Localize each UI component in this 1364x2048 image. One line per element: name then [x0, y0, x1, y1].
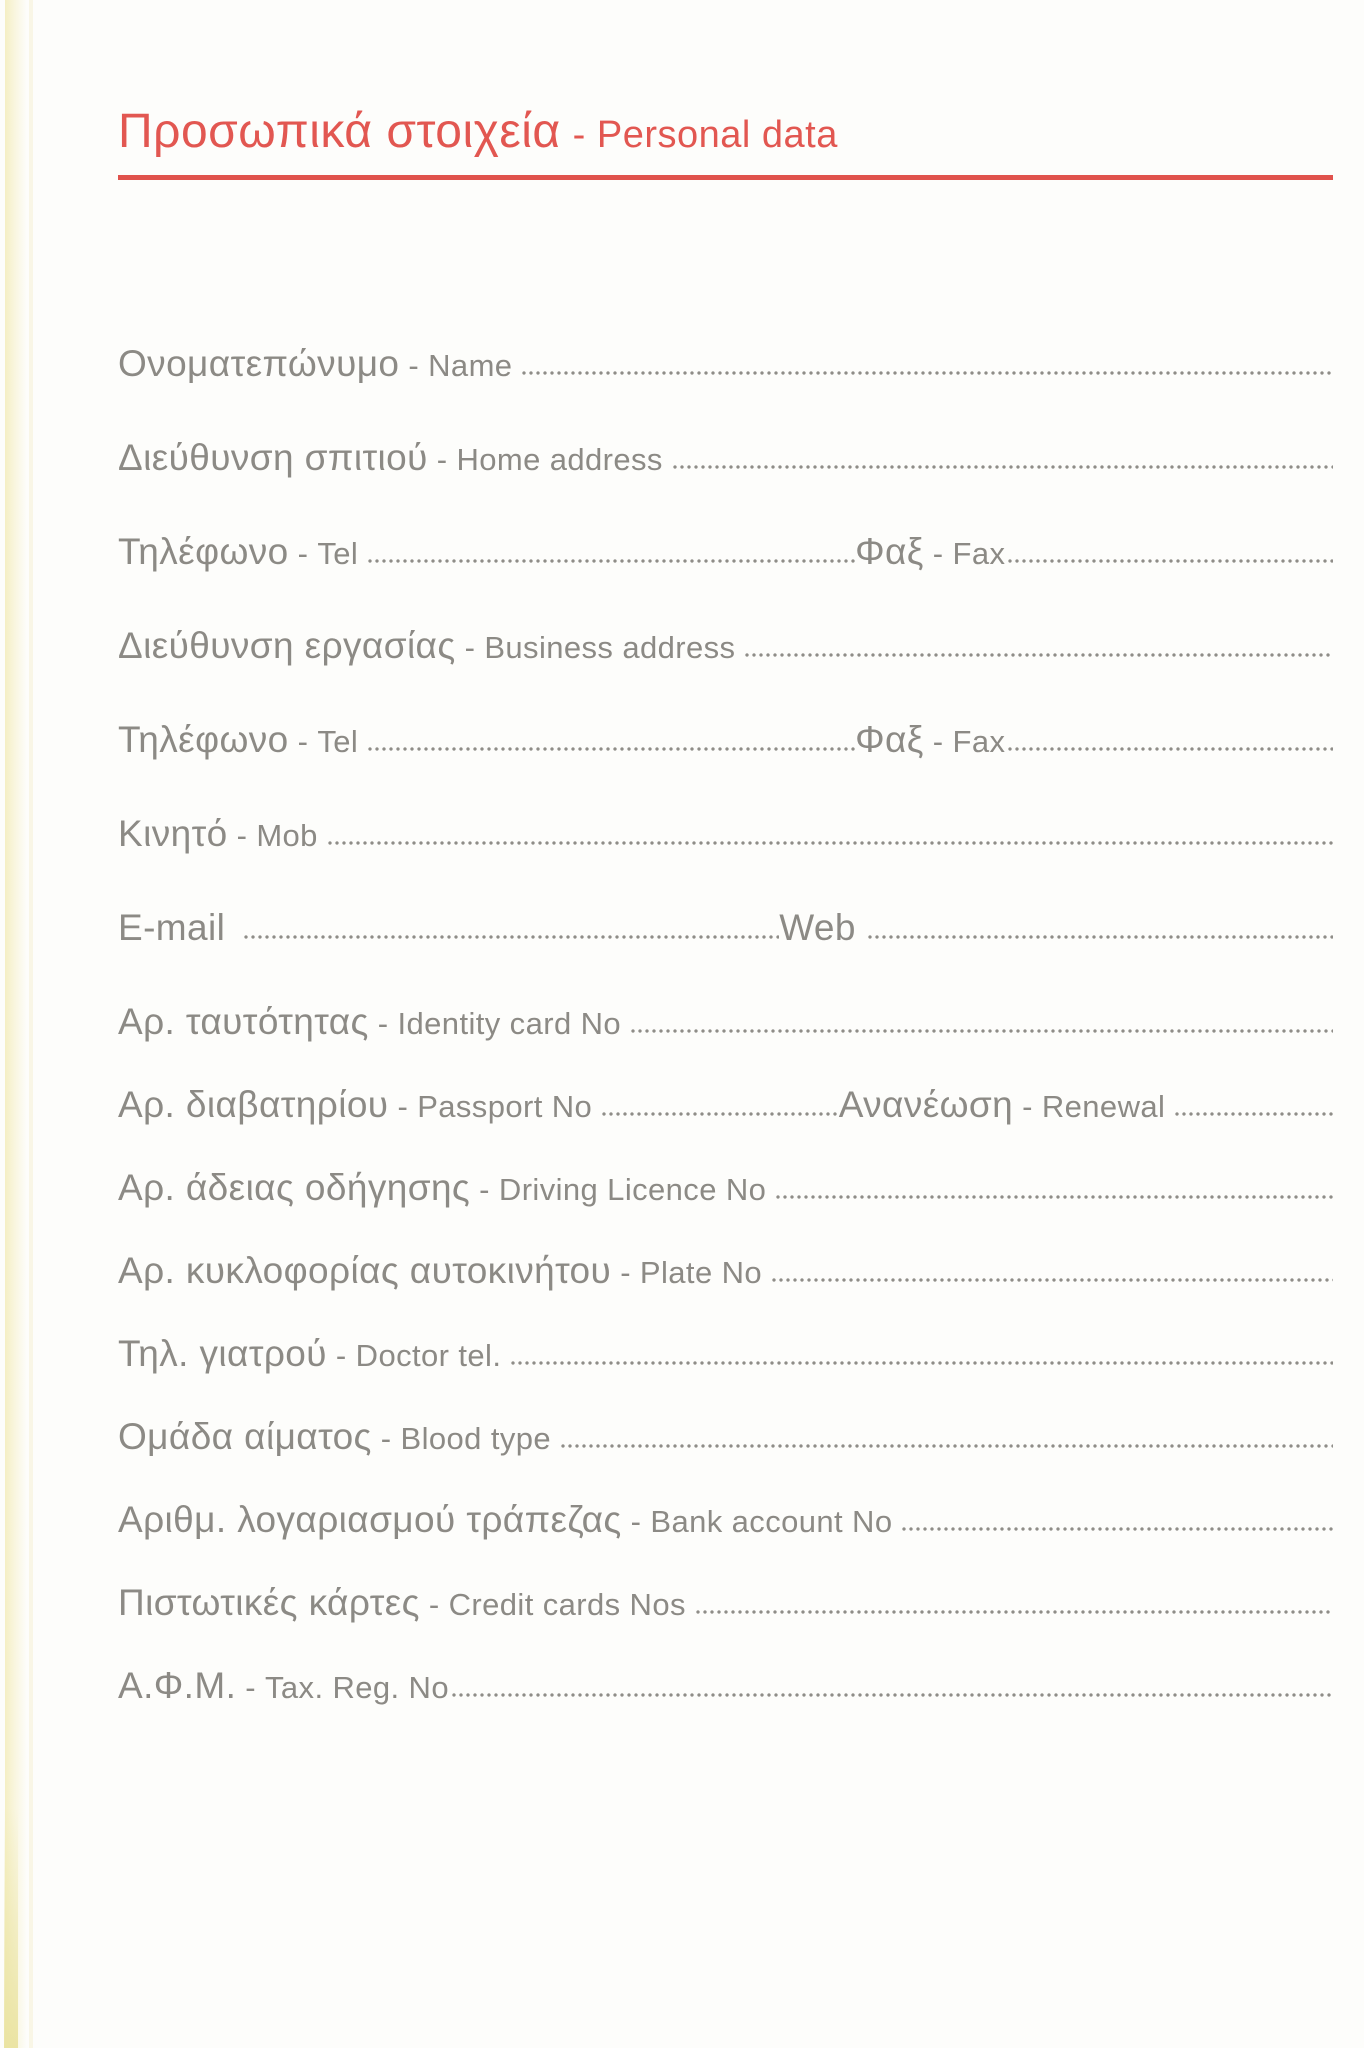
dotted-fill-line	[1175, 1112, 1333, 1116]
field-label-greek: Τηλέφωνο	[118, 718, 289, 760]
field-label-greek: Αρ. άδειας οδήγησης	[118, 1166, 471, 1208]
form-row-bank-account	[118, 1457, 1333, 1540]
field-label-english: - Home address	[436, 441, 663, 477]
field-label	[839, 1084, 1166, 1125]
dotted-fill-line	[631, 1029, 1333, 1033]
field-label-english: - Tel	[297, 535, 359, 571]
field-label	[118, 625, 735, 666]
field-label-greek: Φαξ	[855, 718, 924, 760]
field-label-english: - Business address	[464, 629, 736, 665]
field-label-greek: Τηλ. γιατρού	[118, 1332, 327, 1374]
form-row-tel-fax-home	[118, 478, 1333, 572]
form-row-business-address	[118, 572, 1333, 666]
dotted-fill-line	[1008, 747, 1333, 751]
dotted-fill-line	[696, 1610, 1333, 1614]
field-label-email: E-mail	[118, 906, 226, 948]
field-label-greek: Πιστωτικές κάρτες	[118, 1581, 420, 1623]
field-label-english: - Bank account No	[630, 1503, 893, 1539]
field-label	[118, 1333, 501, 1374]
field-label-english: - Fax	[932, 535, 1006, 571]
field-label-greek: Α.Φ.Μ.	[118, 1664, 237, 1706]
form-row-tel-fax-business	[118, 666, 1333, 760]
form-row-mobile	[118, 760, 1333, 854]
field-label	[118, 531, 358, 572]
dotted-fill-line	[902, 1527, 1333, 1531]
field-label-greek: Αρ. ταυτότητας	[118, 1000, 369, 1042]
field-label-greek: Κινητό	[118, 812, 228, 854]
field-label	[855, 531, 1005, 572]
field-label	[118, 1001, 621, 1042]
field-label	[118, 1167, 766, 1208]
field-label	[118, 343, 512, 384]
form-row-identity-card	[118, 948, 1333, 1042]
dotted-fill-line	[452, 1693, 1333, 1697]
form-row-name	[118, 290, 1333, 384]
field-label-greek: Ομάδα αίματος	[118, 1415, 372, 1457]
field-label	[118, 1582, 686, 1623]
field-label-english: - Doctor tel.	[335, 1337, 502, 1373]
field-label-greek: Αρ. κυκλοφορίας αυτοκινήτου	[118, 1249, 612, 1291]
form-row-passport-renewal	[118, 1042, 1333, 1125]
dotted-fill-line	[511, 1361, 1333, 1365]
field-label-greek: Αρ. διαβατηρίου	[118, 1083, 389, 1125]
field-label	[779, 907, 865, 948]
form-row-home-address	[118, 384, 1333, 478]
dotted-fill-line	[1008, 559, 1333, 563]
dotted-fill-line	[745, 653, 1333, 657]
field-label-english: - Name	[408, 347, 513, 383]
form-row-blood-type	[118, 1374, 1333, 1457]
form-row-doctor-tel	[118, 1291, 1333, 1374]
field-label	[118, 907, 234, 948]
field-label	[118, 1084, 592, 1125]
field-label-english: - Plate No	[620, 1254, 763, 1290]
page-title-greek: Προσωπικά στοιχεία	[118, 105, 561, 158]
field-label	[118, 719, 358, 760]
title-rule	[118, 175, 1333, 180]
page-title	[118, 0, 1333, 159]
field-label-greek: Διεύθυνση εργασίας	[118, 624, 456, 666]
field-label-english: - Identity card No	[377, 1005, 622, 1041]
dotted-fill-line	[244, 935, 779, 939]
field-label-english: - Credit cards Nos	[428, 1586, 686, 1622]
dotted-fill-line	[368, 559, 855, 563]
field-label-greek: Τηλέφωνο	[118, 530, 289, 572]
field-label-greek: Φαξ	[855, 530, 924, 572]
dotted-fill-line	[602, 1112, 839, 1116]
dotted-fill-line	[561, 1444, 1333, 1448]
personal-data-form	[118, 290, 1333, 1706]
field-label-english: - Tel	[297, 723, 359, 759]
field-label	[118, 1499, 892, 1540]
page-title-english: - Personal data	[572, 114, 838, 156]
field-label-english: - Mob	[236, 817, 318, 853]
field-label-web: Web	[779, 906, 856, 948]
field-label-greek: Ονοματεπώνυμο	[118, 342, 400, 384]
field-label	[118, 1416, 551, 1457]
dotted-fill-line	[328, 841, 1333, 845]
field-label-english: - Passport No	[397, 1088, 593, 1124]
page-edge-bottom-shading	[4, 1808, 18, 2048]
form-row-email-web	[118, 854, 1333, 948]
form-row-tax-reg	[118, 1623, 1333, 1706]
field-label	[118, 1665, 449, 1706]
field-label	[855, 719, 1005, 760]
dotted-fill-line	[772, 1278, 1333, 1282]
field-label	[118, 813, 318, 854]
dotted-fill-line	[368, 747, 855, 751]
dotted-fill-line	[673, 465, 1333, 469]
field-label-greek: Διεύθυνση σπιτιού	[118, 436, 428, 478]
field-label-english: - Tax. Reg. No	[245, 1669, 449, 1705]
field-label-english: - Driving Licence No	[479, 1171, 767, 1207]
field-label-english: - Renewal	[1022, 1088, 1166, 1124]
dotted-fill-line	[868, 935, 1333, 939]
field-label-greek: Ανανέωση	[838, 1083, 1014, 1125]
field-label-greek: Αριθμ. λογαριασμού τράπεζας	[118, 1498, 622, 1540]
field-label-english: - Fax	[932, 723, 1006, 759]
dotted-fill-line	[776, 1195, 1333, 1199]
field-label	[118, 1250, 762, 1291]
field-label	[118, 437, 663, 478]
form-row-driving-licence	[118, 1125, 1333, 1208]
dotted-fill-line	[522, 371, 1333, 375]
form-row-credit-cards	[118, 1540, 1333, 1623]
field-label-english: - Blood type	[380, 1420, 552, 1456]
form-row-plate-no	[118, 1208, 1333, 1291]
